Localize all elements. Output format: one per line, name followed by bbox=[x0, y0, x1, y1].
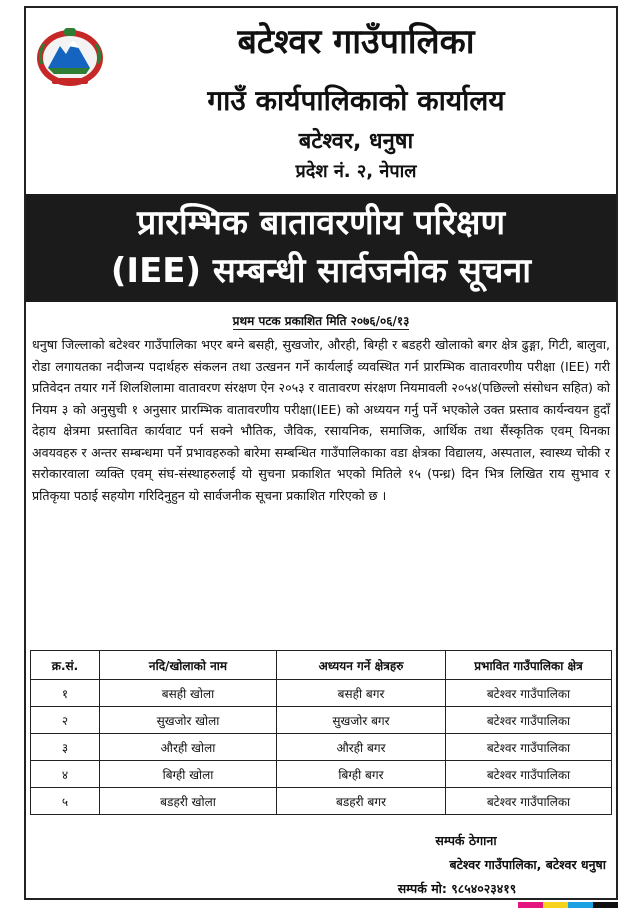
banner-title-line1: प्रारम्भिक बातावरणीय परिक्षण bbox=[136, 203, 506, 243]
cell-study: बडहरी बगर bbox=[277, 788, 446, 815]
table-row bbox=[31, 680, 612, 707]
municipality-name: बटेश्वर गाउँपालिका bbox=[237, 22, 475, 62]
cell-river: सुखजोर खोला bbox=[100, 707, 277, 734]
office-location: बटेश्वर, धनुषा bbox=[298, 129, 414, 154]
notice-frame bbox=[24, 6, 618, 900]
office-name: गाउँ कार्यपालिकाको कार्यालय bbox=[207, 84, 505, 117]
publish-date bbox=[26, 312, 616, 329]
col-river-name: नदि/खोलाको नाम bbox=[100, 651, 277, 680]
province-line: प्रदेश नं. २, नेपाल bbox=[295, 161, 417, 182]
notice-header bbox=[26, 8, 616, 194]
swatch-black bbox=[593, 902, 618, 908]
col-serial: क्र.सं. bbox=[31, 651, 100, 680]
col-affected-area: प्रभावित गाउँपालिका क्षेत्र bbox=[446, 651, 612, 680]
swatch-magenta bbox=[518, 902, 543, 908]
swatch-yellow bbox=[543, 902, 568, 908]
table-header-row bbox=[31, 651, 612, 680]
cell-affected: बटेश्वर गाउँपालिका bbox=[446, 788, 612, 815]
cell-serial: २ bbox=[31, 707, 100, 734]
table-row bbox=[31, 707, 612, 734]
cell-affected: बटेश्वर गाउँपालिका bbox=[446, 761, 612, 788]
cell-serial: १ bbox=[31, 680, 100, 707]
cell-river: बिग्ही खोला bbox=[100, 761, 277, 788]
table-row bbox=[31, 788, 612, 815]
cell-river: बडहरी खोला bbox=[100, 788, 277, 815]
cell-study: बिग्ही बगर bbox=[277, 761, 446, 788]
swatch-cyan bbox=[568, 902, 593, 908]
table-row bbox=[31, 761, 612, 788]
cell-affected: बटेश्वर गाउँपालिका bbox=[446, 734, 612, 761]
banner-title-line2: (IEE) सम्बन्धी सार्वजनीक सूचना bbox=[110, 251, 532, 291]
rivers-table bbox=[30, 650, 612, 815]
notice-body: धनुषा जिल्लाको बटेश्वर गाउँपालिका भएर बग्ने बसही, सुखजोर, औरही, बिग्ही र बडहरी खोलाको बगर क्षेत्र ढुङ्गा, गिटी, बालुवा, रोडा लगायतका नदीजन्य पदार्थहरु संकलन तथा उत्खनन गर्ने कार्यलाई व्यवस्थित गर्न प्रारम्भिक वातावरणीय परीक्षा (IEE) गरी प्रतिवेदन तयार गर्ने शिलशिलामा वातावरण संरक्षण ऐन २०५३ र वातावरण संरक्षण नियमावली २०५४(पछिल्लो संसोधन सहित) को नियम ३ को अनुसुची १ अनुसार प्रारम्भिक वातावरणीय परीक्षा(IEE) को अध्ययन गर्नु पर्ने भएकोले उक्त प्रस्ताव कार्यन्वयन हुदाँ देहाय क्षेत्रमा प्रस्तावित कार्यवाट पर्न सक्ने भौतिक, जैविक, रसायनिक, समाजिक, आर्थिक तथा सैंस्कृतिक एवम् यिनका अवयवहरु र अन्तर सम्बन्धमा पर्ने प्रभावहरुको बारेमा सम्बन्धित गाउँपालिकाका वडा क्षेत्रका विद्यालय, अस्पताल, स्वास्थ्य चोकी र सरोकारवाला व्यक्ति एवम् संघ-संस्थाहरुलाई यो सुचना प्रकाशित भएको मितिले १५ (पन्ध्र) दिन भित्र लिखित राय सुभाव र प्रतिकृया पठाई सहयोग गरिदिनुहुन यो सार्वजनीक सूचना प्रकाशित गरिएको छ । bbox=[32, 337, 610, 503]
col-study-area: अध्ययन गर्ने क्षेत्रहरु bbox=[277, 651, 446, 680]
publish-date-text: प्रथम पटक प्रकाशित मिति २०७६/०६/१३ bbox=[232, 314, 410, 328]
contact-heading: सम्पर्क ठेगाना bbox=[435, 833, 497, 848]
cell-study: औरही बगर bbox=[277, 734, 446, 761]
table-row bbox=[31, 734, 612, 761]
notice-banner bbox=[26, 194, 616, 302]
cell-study: बसही बगर bbox=[277, 680, 446, 707]
cell-river: बसही खोला bbox=[100, 680, 277, 707]
cell-affected: बटेश्वर गाउँपालिका bbox=[446, 680, 612, 707]
cell-river: औरही खोला bbox=[100, 734, 277, 761]
cell-affected: बटेश्वर गाउँपालिका bbox=[446, 707, 612, 734]
cell-study: सुखजोर बगर bbox=[277, 707, 446, 734]
contact-phone: सम्पर्क मो: ९८५४०२३४१९ bbox=[397, 881, 517, 896]
cell-serial: ३ bbox=[31, 734, 100, 761]
cell-serial: ५ bbox=[31, 788, 100, 815]
cell-serial: ४ bbox=[31, 761, 100, 788]
print-color-swatches bbox=[518, 902, 618, 908]
nepal-emblem-icon bbox=[34, 24, 106, 88]
contact-address: बटेश्वर गाउँपालिका, बटेश्वर धनुषा bbox=[449, 857, 606, 872]
